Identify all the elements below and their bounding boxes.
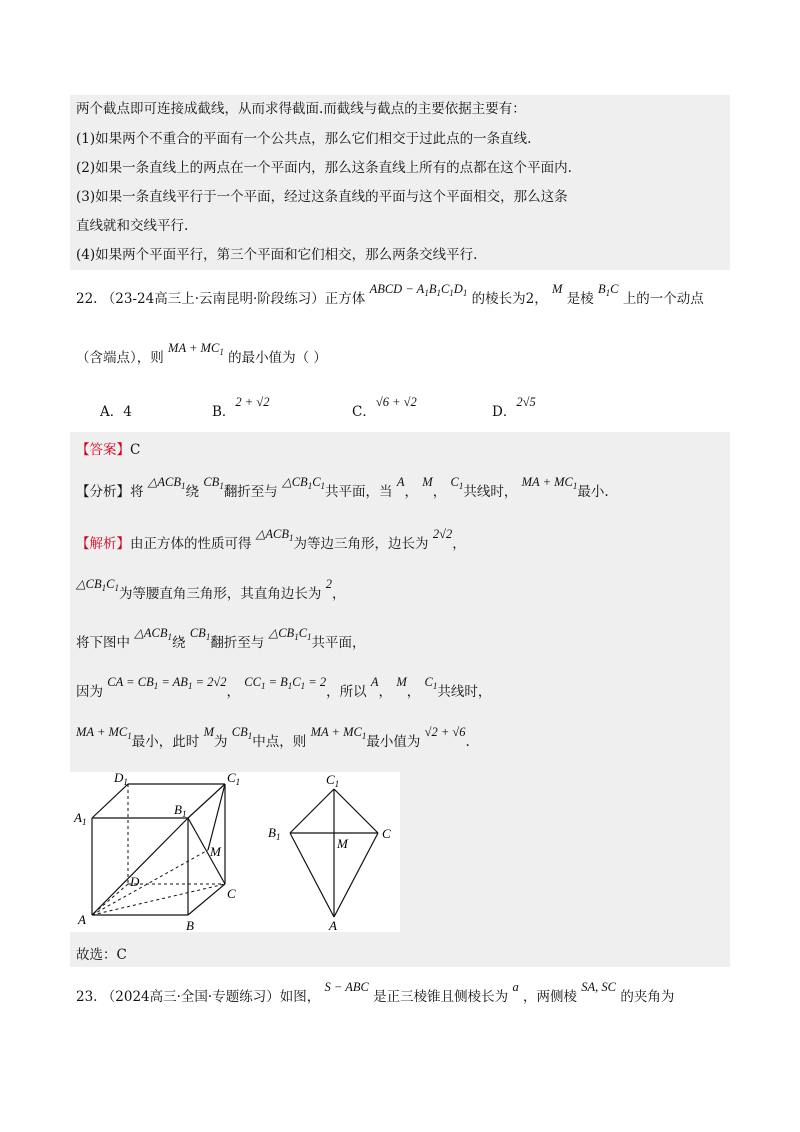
math-option-b: 2 + √2 <box>235 395 270 409</box>
math-result: √2 + √6 <box>424 725 466 739</box>
math-MA-MC1: MA + $MC_1$ <box>168 341 224 357</box>
math-A: A <box>396 475 405 489</box>
geometry-figure <box>70 772 400 932</box>
summary-line-5: 直线就和交线平行. <box>76 218 189 234</box>
math-tri-CB1C1: $\triangle CB_1C_1$ <box>268 626 312 642</box>
answer-line <box>76 441 140 459</box>
answer-value: C <box>130 442 141 458</box>
question-23-line-1: 23. （2024高三·全国·专题练习）如图， S − ABC 是正三棱锥且侧棱长为 a ，两侧棱 SA, SC 的夹角为 <box>76 980 675 1005</box>
question-source: （2024高三·全国·专题练习）如图， <box>101 989 321 1005</box>
math-SA-SC: SA, SC <box>581 980 617 994</box>
math-option-d: 2√5 <box>516 395 536 409</box>
math-M: M <box>396 675 407 689</box>
kite-label-M: M <box>337 836 348 851</box>
math-tri-CB1C1: $\triangle CB_1C_1$ <box>76 577 119 593</box>
math-lengths-2: $CC_1 = B_1C_1 = 2$ <box>244 675 327 691</box>
math-A: A <box>370 675 379 689</box>
solution-line-5: MA + $MC_1$最小，此时 M为 $CB_1$中点，则 MA + $MC_1$最小值为 √2 + √6. <box>76 725 470 750</box>
math-2sqrt2: 2√2 <box>432 527 453 541</box>
summary-background <box>70 95 730 270</box>
summary-line-1: 两个截点即可连接成截线，从而求得截面.而截线与截点的主要依据主要有： <box>76 101 526 117</box>
option-c[interactable]: C．√6 + √2 <box>352 395 417 420</box>
conclusion-line: 故选：C <box>76 947 127 963</box>
label-B: B <box>186 918 194 932</box>
math-MA-MC1: MA + $MC_1$ <box>310 725 367 741</box>
math-tri-ACB1: $\triangle ACB_1$ <box>134 626 173 642</box>
solution-line-2: $\triangle CB_1C_1$为等腰直角三角形，其直角边长为 2， <box>76 577 346 602</box>
math-M: M <box>422 475 433 489</box>
kite-label-A: A <box>329 918 337 932</box>
analysis-line: 【分析】将 $\triangle ACB_1$绕 $CB_1$翻折至与 $\triangle CB_1C_1$共平面，当 A， M， $C_1$共线时， MA + $MC_1$最小. <box>76 475 609 500</box>
math-M: M <box>203 725 214 739</box>
math-tri-ACB1: $\triangle ACB_1$ <box>255 527 294 543</box>
analysis-tag: 【分析】 <box>76 484 130 500</box>
math-MA-MC1: MA + $MC_1$ <box>76 725 132 741</box>
math-CB1: $CB_1$ <box>203 475 224 491</box>
label-A: A <box>78 912 86 927</box>
math-lengths-1: CA = $CB_1 = AB_1 = 2√2$ <box>107 675 227 691</box>
kite-label-B1: $B_1$ <box>268 825 281 842</box>
solution-tag: 【解析】 <box>76 536 130 552</box>
question-number: 23. <box>76 989 98 1005</box>
label-M: M <box>210 844 221 859</box>
math-CB1: $CB_1$ <box>231 725 253 741</box>
math-B1C: $B_1C$ <box>598 282 619 298</box>
math-C1: $C_1$ <box>424 675 438 691</box>
question-source: （23-24高三上·云南昆明·阶段练习）正方体 <box>101 291 366 307</box>
label-B1: $B_1$ <box>174 802 187 819</box>
option-d[interactable]: D．2√5 <box>492 395 536 420</box>
math-tri-ACB1: $\triangle ACB_1$ <box>147 475 186 491</box>
math-2: 2 <box>325 577 332 591</box>
kite-label-C1: $C_1$ <box>326 772 340 789</box>
summary-line-3: (2)如果一条直线上的两点在一个平面内，那么这条直线上所有的点都在这个平面内. <box>76 160 572 176</box>
math-a: a <box>512 980 519 994</box>
label-C: C <box>227 886 236 901</box>
label-C1: $C_1$ <box>227 772 241 787</box>
solution-line-1: 【解析】由正方体的性质可得 $\triangle ACB_1$为等边三角形，边长为 2√2， <box>76 527 466 552</box>
solution-line-4: 因为 CA = $CB_1 = AB_1 = 2√2$， $CC_1 = B_1C_1 = 2$，所以 A， M， $C_1$共线时， <box>76 675 492 700</box>
math-M: M <box>552 282 563 296</box>
summary-line-4: (3)如果一条直线平行于一个平面，经过这条直线的平面与这个平面相交，那么这条 <box>76 189 568 205</box>
math-cube-name: ABCD − $A_1B_1C_1D_1$ <box>369 282 468 298</box>
answer-tag: 【答案】 <box>76 442 130 458</box>
math-C1: $C_1$ <box>450 475 464 491</box>
question-22-line-2: （含端点），则 MA + $MC_1$ 的最小值为（ ） <box>76 341 327 366</box>
math-tri-CB1C1: $\triangle CB_1C_1$ <box>282 475 326 491</box>
math-option-c: √6 + √2 <box>375 395 417 409</box>
math-CB1: $CB_1$ <box>189 626 211 642</box>
kite-label-C: C <box>382 826 391 841</box>
label-A1: $A_1$ <box>74 810 87 827</box>
question-22-line-1: 22. （23-24高三上·云南昆明·阶段练习）正方体 ABCD − $A_1B_1C_1D_1$ 的棱长为2， M 是棱 $B_1C$ 上的一个动点 <box>76 282 704 307</box>
option-a[interactable]: A．4 <box>100 404 132 420</box>
label-D1: $D_1$ <box>114 772 128 787</box>
summary-line-6: (4)如果两个平面平行，第三个平面和它们相交，那么两条交线平行. <box>76 247 478 263</box>
label-D: D <box>130 874 140 889</box>
question-number: 22. <box>76 291 98 307</box>
option-b[interactable]: B．2 + √2 <box>212 395 270 420</box>
summary-line-2: (1)如果两个不重合的平面有一个公共点，那么它们相交于过此点的一条直线. <box>76 131 532 147</box>
math-S-ABC: S − ABC <box>324 980 369 994</box>
math-MA-MC1: MA + $MC_1$ <box>521 475 578 491</box>
solution-line-3: 将下图中 $\triangle ACB_1$绕 $CB_1$翻折至与 $\triangle CB_1C_1$共平面， <box>76 626 366 651</box>
